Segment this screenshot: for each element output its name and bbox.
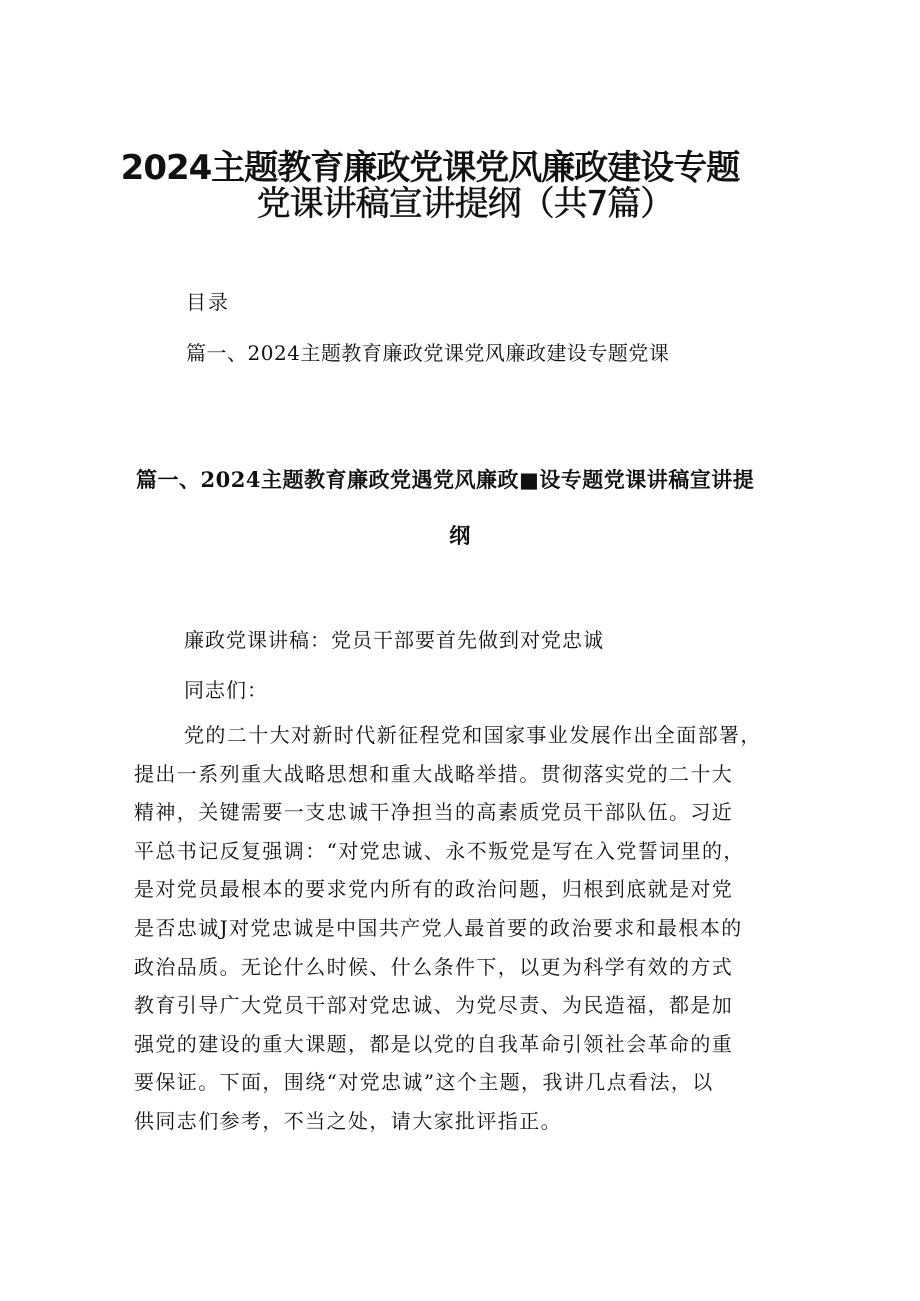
body-line: 要保证。下面，围绕“对党忠诚”这个主题，我讲几点看法，以 xyxy=(134,1070,714,1095)
body-line: 是否忠诚J对党忠诚是中国共产党人最首要的政治要求和最根本的 xyxy=(134,915,743,940)
body-line: 精神，关键需要一支忠诚干净担当的高素质党员干部队伍。习近 xyxy=(134,800,734,825)
body-line: 供同志们参考，不当之处，请大家批评指正。 xyxy=(134,1108,562,1133)
section-heading-line-1: 篇一、2024主题教育廉政党遇党风廉政■设专题党课讲稿宣讲提 xyxy=(136,467,755,492)
body-line: 教育引导广大党员干部对党忠诚、为党尽责、为民造福，都是加 xyxy=(134,993,734,1018)
toc-item-1[interactable]: 篇一、2024主题教育廉政党课党风廉政建设专题党课 xyxy=(186,341,670,365)
document-title-line-2: 党课讲稿宣讲提纲（共7篇） xyxy=(256,184,674,224)
body-line: 政治品质。无论什么时候、什么条件下，以更为科学有效的方式 xyxy=(134,954,734,979)
body-line: 是对党员最根本的要求党内所有的政治问题，归根到底就是对党 xyxy=(134,877,734,902)
body-line: 平总书记反复强调：“对党忠诚、永不叛党是写在入党誓词里的， xyxy=(134,838,745,863)
section-heading-line-2: 纲 xyxy=(449,523,471,548)
body-paragraph xyxy=(134,716,794,1141)
body-line: 党的二十大对新时代新征程党和国家事业发展作出全面部署， xyxy=(184,723,762,747)
body-line: 提出一系列重大战略思想和重大战略举措。贯彻落实党的二十大 xyxy=(134,761,734,786)
speech-subtitle: 廉政党课讲稿：党员干部要首先做到对党忠诚 xyxy=(184,628,604,652)
speech-greeting: 同志们： xyxy=(184,678,268,702)
body-line: 强党的建设的重大课题，都是以党的自我革命引领社会革命的重 xyxy=(134,1031,734,1056)
toc-heading: 目录 xyxy=(186,290,230,314)
document-title-line-1: 2024主题教育廉政党课党风廉政建设专题 xyxy=(120,148,740,188)
